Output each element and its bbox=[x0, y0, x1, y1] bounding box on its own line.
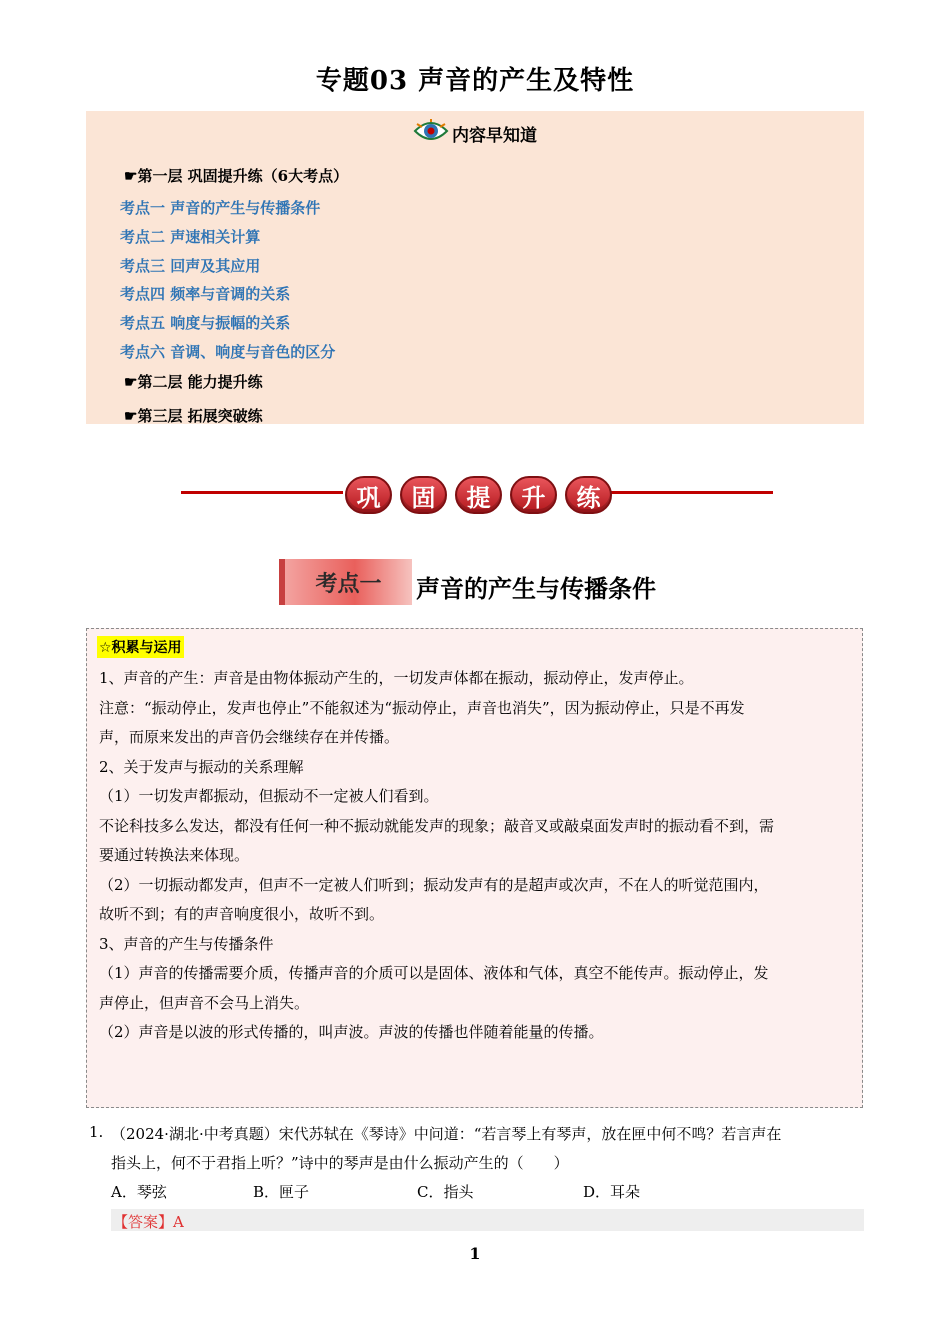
option-d[interactable]: D．耳朵 bbox=[583, 1183, 641, 1201]
knowledge-line: 声，而原来发出的声音仍会继续存在并传播。 bbox=[99, 728, 400, 746]
knowledge-line: 声停止，但声音不会马上消失。 bbox=[99, 994, 310, 1012]
page-number: 1 bbox=[469, 1244, 481, 1263]
option-b[interactable]: B．匣子 bbox=[253, 1183, 310, 1201]
question-number: 1. bbox=[89, 1123, 104, 1141]
toc-item-5[interactable]: 考点五 响度与振幅的关系 bbox=[120, 314, 291, 332]
knowledge-line: 2、关于发声与振动的关系理解 bbox=[99, 758, 304, 776]
toc-item-2[interactable]: 考点二 声速相关计算 bbox=[120, 228, 261, 246]
banner-line-right bbox=[610, 491, 773, 494]
knowledge-line: 不论科技多么发达，都没有任何一种不振动就能发声的现象；敲音叉或敲桌面发声时的振动看不到，需 bbox=[99, 817, 775, 835]
knowledge-line: 1、声音的产生：声音是由物体振动产生的，一切发声体都在振动，振动停止，发声停止。 bbox=[99, 669, 694, 687]
banner-char: 升 bbox=[510, 476, 557, 514]
knowledge-line: （1）声音的传播需要介质，传播声音的介质可以是固体、液体和气体，真空不能传声。振动停止，发 bbox=[99, 964, 769, 982]
option-c[interactable]: C．指头 bbox=[417, 1183, 474, 1201]
answer-bar bbox=[111, 1209, 864, 1231]
knowledge-line: 故听不到；有的声音响度很小，故听不到。 bbox=[99, 905, 385, 923]
toc-item-4[interactable]: 考点四 频率与音调的关系 bbox=[120, 285, 291, 303]
banner-char: 固 bbox=[400, 476, 447, 514]
kaodian-title: 声音的产生与传播条件 bbox=[416, 574, 656, 603]
knowledge-line: （2）一切振动都发声，但声不一定被人们听到；振动发声有的是超声或次声，不在人的听觉范围内， bbox=[99, 876, 769, 894]
toc-layer-1: ☛第一层 巩固提升练（6大考点） bbox=[124, 167, 349, 185]
question-text-line-1: （2024·湖北·中考真题）宋代苏轼在《琴诗》中问道：“若言琴上有琴声，放在匣中何不鸣？若言声在 bbox=[111, 1125, 782, 1143]
toc-header bbox=[86, 119, 864, 148]
kaodian-label: 考点一 bbox=[279, 559, 412, 605]
toc-item-3[interactable]: 考点三 回声及其应用 bbox=[120, 257, 261, 275]
banner-char: 巩 bbox=[345, 476, 392, 514]
banner-char: 提 bbox=[455, 476, 502, 514]
knowledge-line: （2）声音是以波的形式传播的，叫声波。声波的传播也伴随着能量的传播。 bbox=[99, 1023, 604, 1041]
knowledge-line: 要通过转换法来体现。 bbox=[99, 846, 250, 864]
eye-icon bbox=[413, 119, 449, 148]
toc-header-text: 内容早知道 bbox=[452, 126, 537, 146]
knowledge-line: 注意：“振动停止，发声也停止”不能叙述为“振动停止，声音也消失”，因为振动停止，只是不再发 bbox=[99, 699, 745, 717]
banner-line-left bbox=[181, 491, 343, 494]
toc-layer-3: ☛第三层 拓展突破练 bbox=[124, 407, 263, 425]
toc-layer-2: ☛第二层 能力提升练 bbox=[124, 373, 263, 391]
knowledge-line: 3、声音的产生与传播条件 bbox=[99, 935, 274, 953]
question-text-line-2: 指头上，何不于君指上听？”诗中的琴声是由什么振动产生的（ ） bbox=[111, 1154, 569, 1172]
option-a[interactable]: A．琴弦 bbox=[111, 1183, 167, 1201]
section-banner bbox=[345, 476, 612, 514]
page-title: 专题03 声音的产生及特性 bbox=[315, 66, 635, 96]
answer-text: 【答案】A bbox=[113, 1213, 184, 1231]
toc-item-6[interactable]: 考点六 音调、响度与音色的区分 bbox=[120, 343, 336, 361]
toc-item-1[interactable]: 考点一 声音的产生与传播条件 bbox=[120, 199, 321, 217]
knowledge-line: （1）一切发声都振动，但振动不一定被人们看到。 bbox=[99, 787, 439, 805]
banner-char: 练 bbox=[565, 476, 612, 514]
knowledge-tag: ☆积累与运用 bbox=[97, 636, 184, 658]
